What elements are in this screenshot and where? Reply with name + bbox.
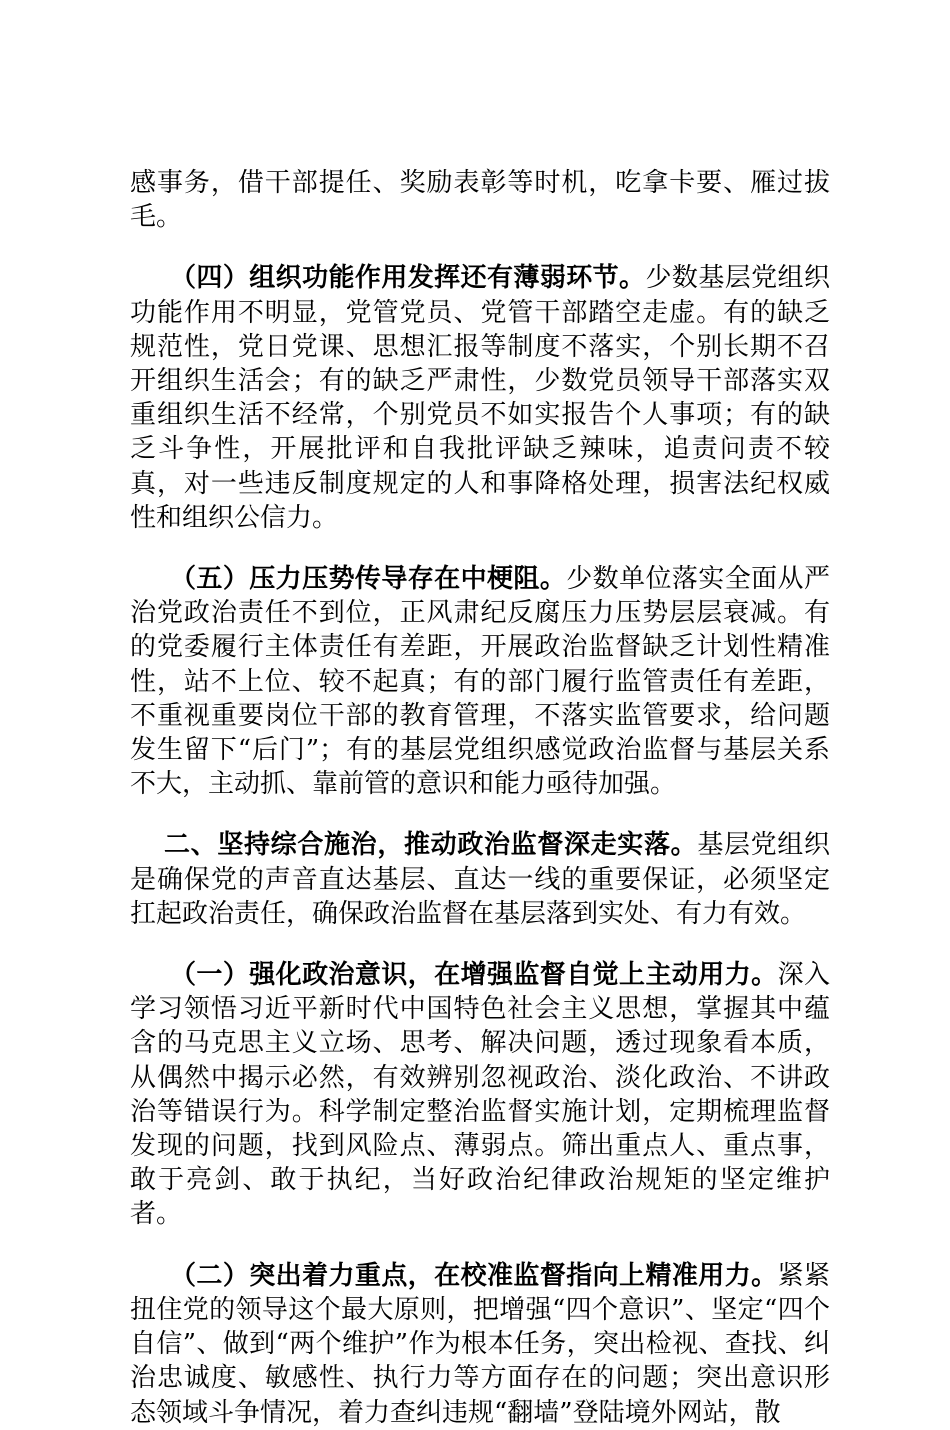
document-page bbox=[130, 166, 830, 1430]
part-heading: 二、坚持综合施治，推动政治监督深走实落。 bbox=[164, 830, 698, 861]
paragraph-body: 深入学习领悟习近平新时代中国特色社会主义思想，掌握其中蕴含的马克思主义立场、思考、解决问题，透过现象看本质，从偶然中揭示必然，有效辨别忽视政治、淡化政治、不讲政治等错误行为。科学制定整治监督实施计划，定期梳理监督发现的问题，找到风险点、薄弱点。筛出重点人、重点事，敢于亮剑、敢于执纪，当好政治纪律政治规矩的坚定维护者。 bbox=[130, 960, 830, 1230]
section-heading: （一）强化政治意识，在增强监督自觉上主动用力。 bbox=[170, 960, 778, 991]
paragraph-subsection-2 bbox=[130, 1259, 830, 1430]
paragraph-section-4 bbox=[130, 261, 830, 535]
paragraph-body: 少数单位落实全面从严治党政治责任不到位，正风肃纪反腐压力压势层层衰减。有的党委履行主体责任有差距，开展政治监督缺乏计划性精准性，站不上位、较不起真；有的部门履行监管责任有差距，不重视重要岗位干部的教育管理，不落实监管要求，给问题发生留下“后门”；有的基层党组织感觉政治监督与基层关系不大，主动抓、靠前管的意识和能力亟待加强。 bbox=[130, 564, 830, 800]
section-heading: （五）压力压势传导存在中梗阻。 bbox=[170, 564, 567, 595]
paragraph-body: 感事务，借干部提任、奖励表彰等时机，吃拿卡要、雁过拔毛。 bbox=[130, 168, 830, 233]
paragraph-continuation bbox=[130, 166, 830, 234]
paragraph-body: 基层党组织是确保党的声音直达基层、直达一线的重要保证，必须坚定扛起政治责任，确保政治监督在基层落到实处、有力有效。 bbox=[130, 830, 830, 929]
paragraph-body: 紧紧扭住党的领导这个最大原则，把增强“四个意识”、坚定“四个自信”、做到“两个维护”作为根本任务，突出检视、查找、纠治忠诚度、敏感性、执行力等方面存在的问题；突出意识形态领域斗争情况，着力查纠违规“翻墙”登陆境外网站，散 bbox=[130, 1260, 830, 1428]
section-heading: （四）组织功能作用发挥还有薄弱环节。 bbox=[170, 263, 646, 294]
paragraph-part-2 bbox=[130, 828, 830, 931]
section-heading: （二）突出着力重点，在校准监督指向上精准用力。 bbox=[170, 1260, 778, 1291]
paragraph-body: 少数基层党组织功能作用不明显，党管党员、党管干部踏空走虚。有的缺乏规范性，党日党课、思想汇报等制度不落实，个别长期不召开组织生活会；有的缺乏严肃性，少数党员领导干部落实双重组织生活不经常，个别党员不如实报告个人事项；有的缺乏斗争性，开展批评和自我批评缺乏辣味，追责问责不较真，对一些违反制度规定的人和事降格处理，损害法纪权威性和组织公信力。 bbox=[130, 263, 830, 533]
paragraph-section-5 bbox=[130, 562, 830, 801]
paragraph-subsection-1 bbox=[130, 958, 830, 1232]
